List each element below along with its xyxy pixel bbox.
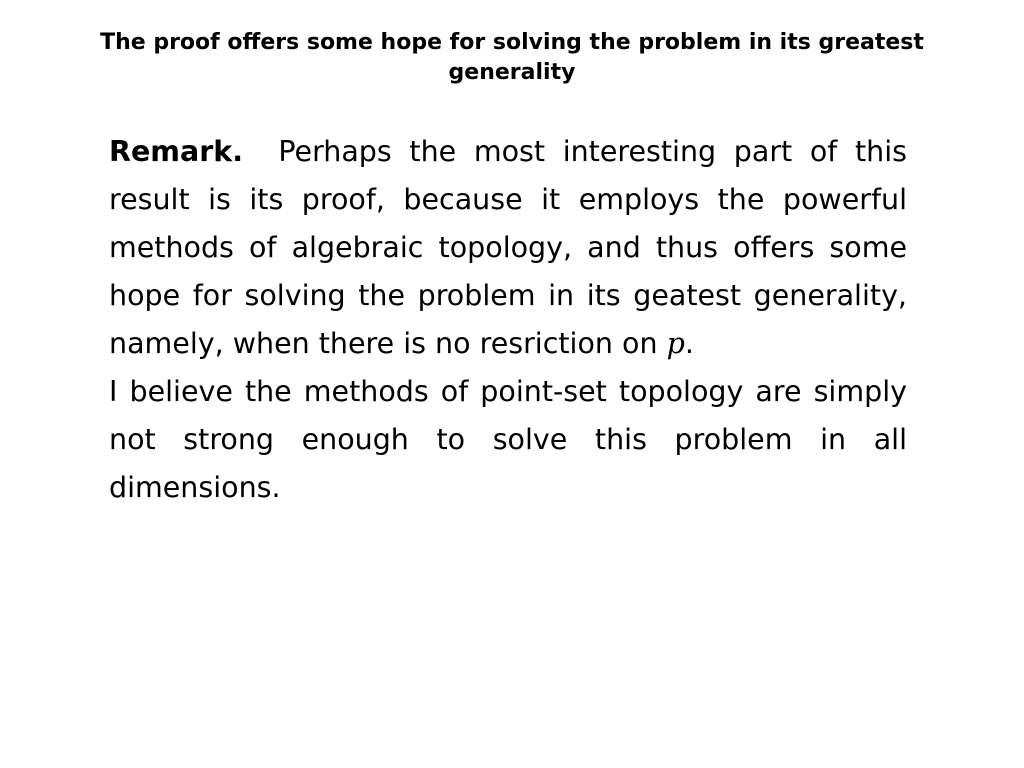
math-variable-p: p [666,327,685,360]
slide-body [109,128,907,512]
belief-paragraph: I believe the methods of point-set topology are simply not strong enough to solve this problem in all dimensions. [109,375,907,504]
remark-period: . [684,327,694,360]
remark-text: Perhaps the most interesting part of this result is its proof, because it employs the powerful methods of algebraic topology, and thus offers some hope for solving the problem in its geatest generality, namely, when there is no resriction on [109,135,907,360]
remark-label: Remark. [109,135,244,168]
remark-paragraph [109,128,907,368]
slide-title: The proof offers some hope for solving the problem in its greatest generality [100,30,924,85]
